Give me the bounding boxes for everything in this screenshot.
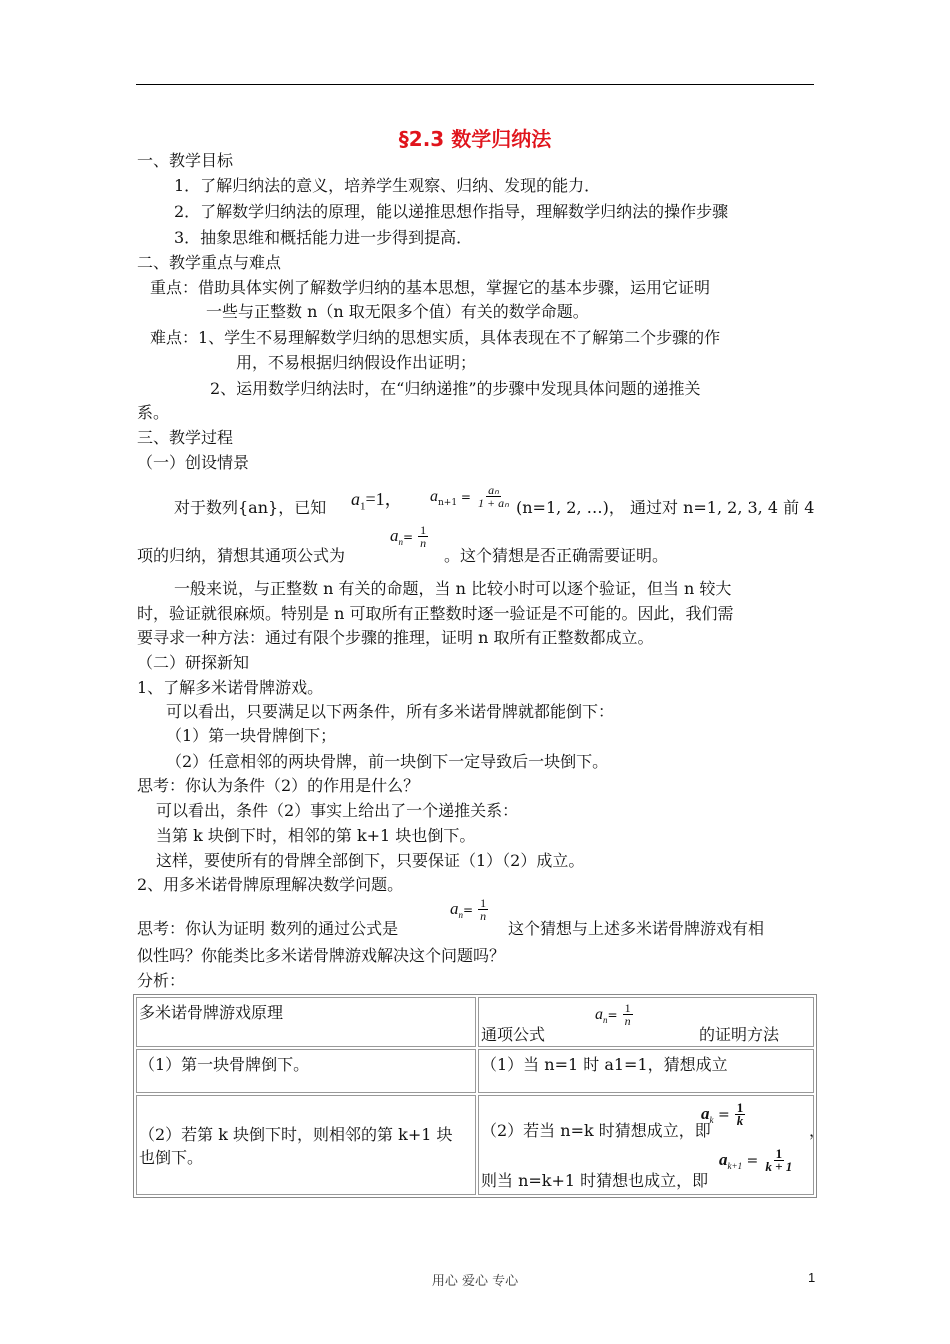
difficulty-line-1: 难点：1、学生不易理解数学归纳的思想实质，具体表现在不了解第二个步骤的作 [150,328,721,347]
formula-an-conjecture: $a_n=$ $\frac{1}{n}$ [390,523,427,550]
section-heading-goals: 一、教学目标 [137,151,234,170]
domino-conclusion: 这样，要使所有的骨牌全部倒下，只要保证（1）（2）成立。 [156,851,585,870]
domino-heading: 1、了解多米诺骨牌游戏。 [137,678,324,697]
difficulty-line-3: 2、运用数学归纳法时，在“归纳递推”的步骤中发现具体问题的递推关 [210,379,701,398]
general-paragraph-line-3: 要寻求一种方法：通过有限个步骤的推理，证明 n 取所有正整数都成立。 [137,628,654,647]
section-heading-key-points: 二、教学重点与难点 [137,253,282,272]
sequence-range-text: (n=1, 2, …)， 通过对 n=1, 2, 3, 4 前 4 [516,498,815,517]
formula-an-think: $a_n=$ $\frac{1}{n}$ [450,896,487,923]
domino-conditions-intro: 可以看出，只要满足以下两条件，所有多米诺骨牌就都能倒下： [166,702,615,721]
table-cell: （1）第一块骨牌倒下。 [136,1049,476,1093]
general-paragraph-line-2: 时，验证就很麻烦。特别是 n 可取所有正整数时逐一验证是不可能的。因此，我们需 [137,604,734,623]
domino-condition-2: （2）任意相邻的两块骨牌，前一块倒下一定导致后一块倒下。 [166,752,609,771]
think-question-2-line-2: 似性吗？你能类比多米诺骨牌游戏解决这个问题吗？ [137,946,506,965]
conjecture-text: 项的归纳，猜想其通项公式为 [137,546,346,565]
think-question-2-line-1b: 这个猜想与上述多米诺骨牌游戏有相 [508,919,765,938]
table-row [136,1049,814,1093]
recurrence-statement: 当第 k 块倒下时，相邻的第 k+1 块也倒下。 [156,826,476,845]
header-rule [136,84,814,85]
difficulty-line-4: 系。 [137,403,170,422]
goal-item-2: 2．了解数学归纳法的原理，能以递推思想作指导，理解数学归纳法的操作步骤 [174,202,729,221]
table-header-domino: 多米诺骨牌游戏原理 [136,997,476,1047]
table-cell: （1）当 n=1 时 a1=1，猜想成立 [478,1049,814,1093]
table-header-formula: 通项公式 $a_n=$ $\frac{1}{n}$ 的证明方法 [478,997,814,1047]
formula-a1: $a_1=1$， [351,489,403,513]
page-title: §2.3 数学归纳法 [398,127,552,151]
page-footer: 用心 爱心 专心 [431,1274,519,1289]
goal-item-3: 3．抽象思维和概括能力进一步得到提高． [174,228,473,247]
subsection-new-knowledge: （二）研探新知 [137,653,250,672]
page-number: 1 [808,1270,816,1285]
difficulty-line-2: 用，不易根据归纳假设作出证明； [236,353,477,372]
general-paragraph-line-1: 一般来说，与正整数 n 有关的命题，当 n 比较小时可以逐个验证，但当 n 较大 [174,579,732,598]
goal-item-1: 1．了解归纳法的意义，培养学生观察、归纳、发现的能力． [174,176,601,195]
sequence-intro-text: 对于数列{an}，已知 [174,498,327,517]
key-point-line-2: 一些与正整数 n（n 取无限多个值）有关的数学命题。 [206,302,589,321]
domino-condition-1: （1）第一块骨牌倒下； [166,726,337,745]
comparison-table [133,994,826,1198]
recurrence-remark: 可以看出，条件（2）事实上给出了一个递推关系： [156,801,519,820]
table-cell: （2）若第 k 块倒下时，则相邻的第 k+1 块 也倒下。 [136,1095,476,1195]
think-question-1: 思考：你认为条件（2）的作用是什么？ [137,776,420,795]
table-cell: （2）若当 n=k 时猜想成立，即 $a_k$ = $\frac{1}{k}$ ， 则当 n=k+1 时猜想也成立，即 $a_{k+1}$ = $\frac{1}{k + 1}$ [478,1095,814,1195]
section-heading-process: 三、教学过程 [137,428,234,447]
subsection-scenario: （一）创设情景 [137,453,250,472]
domino-application-heading: 2、用多米诺骨牌原理解决数学问题。 [137,875,404,894]
think-question-2-line-1: 思考：你认为证明 数列的通过公式是 [137,919,399,938]
key-point-line-1: 重点：借助具体实例了解数学归纳的基本思想，掌握它的基本步骤，运用它证明 [150,278,711,297]
conjecture-followup: 。这个猜想是否正确需要证明。 [444,546,669,565]
analysis-label: 分析： [137,971,186,990]
table-row [136,1095,814,1195]
table-row [136,997,814,1047]
formula-recurrence: $a_{n+1}$ = $\frac{\text{aₙ}}{\text{1 + aₙ}}$ [430,483,509,510]
